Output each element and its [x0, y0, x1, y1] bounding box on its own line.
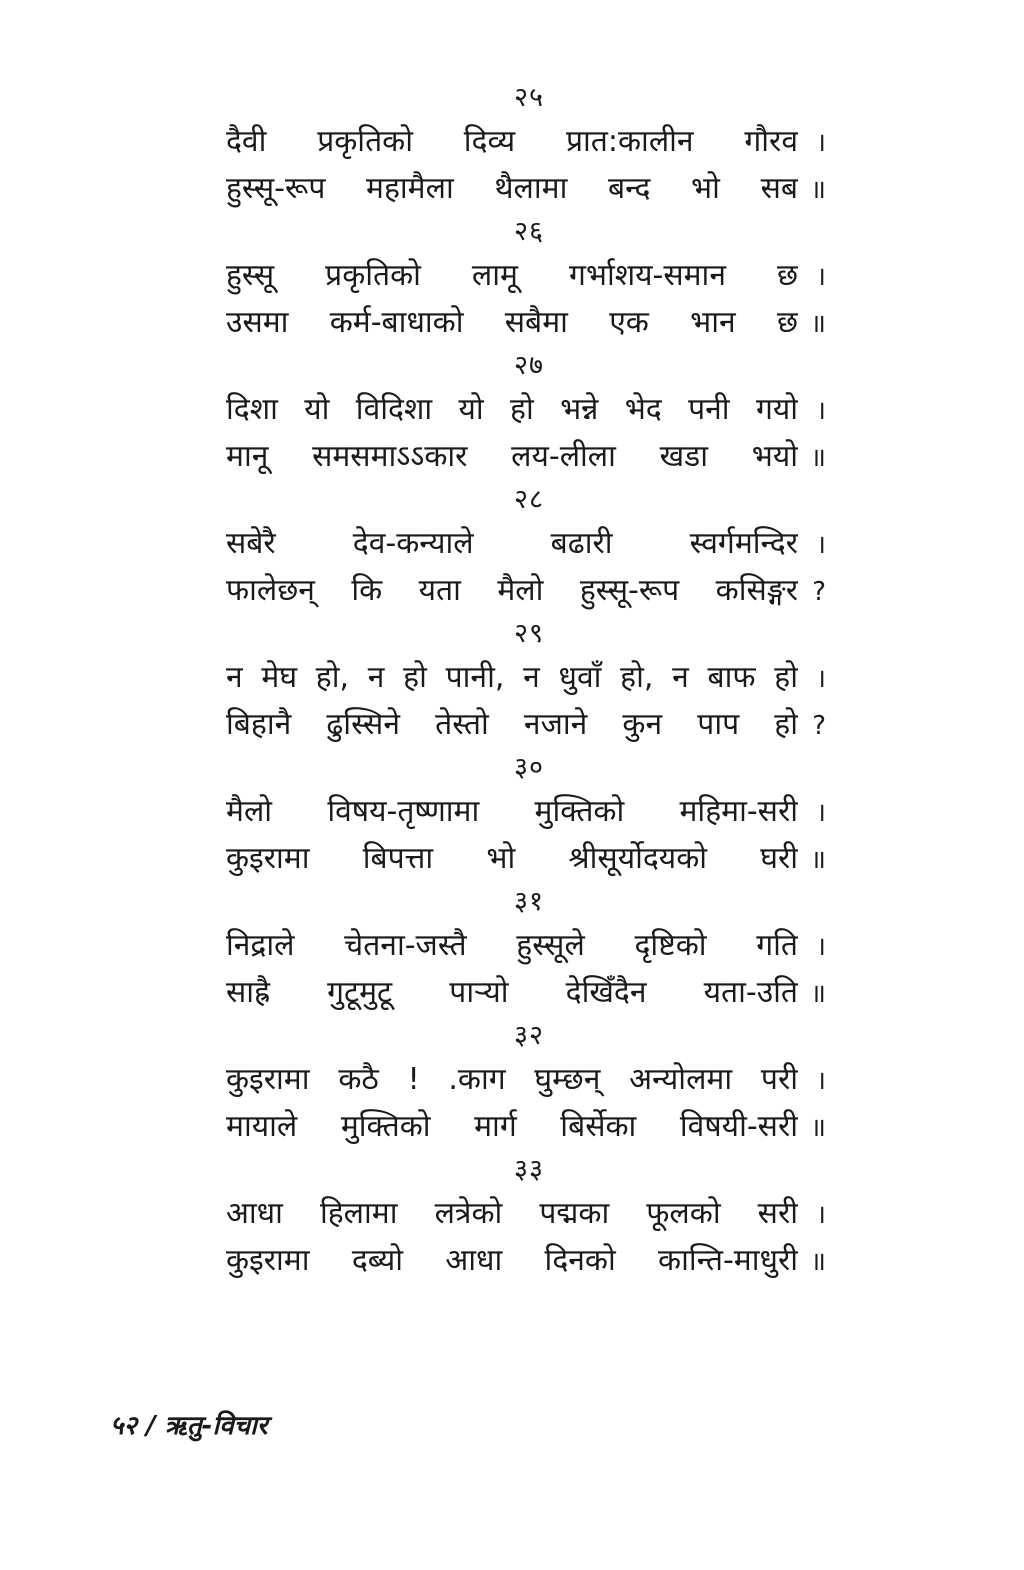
verse-line-text: साह्रै गुटूमुटू पाऱ्यो देखिँदैन यता-उति	[226, 975, 798, 1010]
verse-26	[226, 212, 826, 346]
verse-line-text: मायाले मुक्तिको मार्ग बिर्सेका विषयी-सरी	[226, 1109, 798, 1144]
verse-line	[226, 1237, 826, 1284]
verse-line	[226, 252, 826, 299]
verse-line	[226, 654, 826, 701]
verse-line-text: कुइरामा कठै ! .काग घुम्छन् अन्योलमा परी	[226, 1062, 798, 1097]
danda-mark: ।	[816, 262, 826, 292]
verse-line	[226, 433, 826, 480]
verse-28	[226, 480, 826, 614]
verse-line-text: न मेघ हो, न हो पानी, न धुवाँ हो, न बाफ हो	[226, 660, 798, 695]
verse-31	[226, 882, 826, 1016]
verse-line-text: सबेरै देव-कन्याले बढारी स्वर्गमन्दिर	[226, 526, 798, 561]
danda-mark: ।	[816, 664, 826, 694]
danda-mark: ।	[816, 530, 826, 560]
verse-line	[226, 1190, 826, 1237]
verse-25	[226, 78, 826, 212]
verse-line-text: मैलो विषय-तृष्णामा मुक्तिको महिमा-सरी	[226, 794, 798, 829]
verse-line-text: दिशा यो विदिशा यो हो भन्ने भेद पनी गयो	[226, 392, 798, 427]
verse-27	[226, 346, 826, 480]
verse-line	[226, 1103, 826, 1150]
verse-line-text: हुस्सू प्रकृतिको लामू गर्भाशय-समान छ	[226, 258, 798, 293]
verse-line-text: हुस्सू-रूप महामैला थैलामा बन्द भो सब	[226, 171, 798, 206]
verse-29	[226, 614, 826, 748]
verse-line	[226, 835, 826, 882]
verse-number: २९	[513, 618, 545, 649]
verse-line	[226, 701, 826, 748]
verse-line-text: निद्राले चेतना-जस्तै हुस्सूले दृष्टिको गति	[226, 928, 798, 963]
verse-number: २७	[513, 350, 545, 381]
double-danda-mark: ॥	[810, 175, 826, 205]
verse-number: ३०	[513, 752, 545, 783]
verse-line-text: कुइरामा दब्यो आधा दिनको कान्ति-माधुरी	[226, 1243, 798, 1278]
question-mark: ?	[812, 711, 826, 741]
danda-mark: ।	[816, 128, 826, 158]
verse-line	[226, 386, 826, 433]
double-danda-mark: ॥	[810, 979, 826, 1009]
danda-mark: ।	[816, 932, 826, 962]
double-danda-mark: ॥	[810, 1247, 826, 1277]
double-danda-mark: ॥	[810, 309, 826, 339]
verse-line-text: दैवी प्रकृतिको दिव्य प्रात:कालीन गौरव	[226, 124, 798, 159]
verse-32	[226, 1016, 826, 1150]
verse-33	[226, 1150, 826, 1284]
verse-line	[226, 969, 826, 1016]
danda-mark: ।	[816, 1066, 826, 1096]
verse-list	[226, 78, 826, 1284]
verse-number: ३१	[513, 886, 545, 917]
footer-separator: /	[146, 1411, 156, 1441]
verse-line	[226, 520, 826, 567]
verse-line-text: उसमा कर्म-बाधाको सबैमा एक भान छ	[226, 305, 798, 340]
verse-line	[226, 1056, 826, 1103]
double-danda-mark: ॥	[810, 845, 826, 875]
book-title: ऋतु-विचार	[164, 1411, 268, 1441]
danda-mark: ।	[816, 396, 826, 426]
verse-line	[226, 922, 826, 969]
page-number: ५२	[110, 1411, 138, 1441]
verse-number: २६	[513, 216, 545, 247]
verse-line	[226, 788, 826, 835]
verse-number: ३२	[513, 1020, 545, 1051]
verse-line-text: फालेछन् कि यता मैलो हुस्सू-रूप कसिङ्गर	[226, 573, 798, 608]
verse-number: ३३	[513, 1154, 545, 1185]
page-footer	[110, 1406, 268, 1442]
verse-line-text: आधा हिलामा लत्रेको पद्मका फूलको सरी	[226, 1196, 798, 1231]
danda-mark: ।	[816, 1200, 826, 1230]
danda-mark: ।	[816, 798, 826, 828]
verse-number: २८	[513, 484, 545, 515]
double-danda-mark: ॥	[810, 1113, 826, 1143]
verse-line-text: मानू समसमाऽऽकार लय-लीला खडा भयो	[226, 439, 798, 474]
verse-line	[226, 165, 826, 212]
verse-line-text: बिहानै ढुस्सिने तेस्तो नजाने कुन पाप हो	[226, 707, 798, 742]
verse-30	[226, 748, 826, 882]
verse-number: २५	[513, 82, 545, 113]
verse-line	[226, 299, 826, 346]
double-danda-mark: ॥	[810, 443, 826, 473]
question-mark: ?	[812, 577, 826, 607]
verse-line	[226, 567, 826, 614]
verse-line-text: कुइरामा बिपत्ता भो श्रीसूर्योदयको घरी	[226, 841, 798, 876]
verse-line	[226, 118, 826, 165]
